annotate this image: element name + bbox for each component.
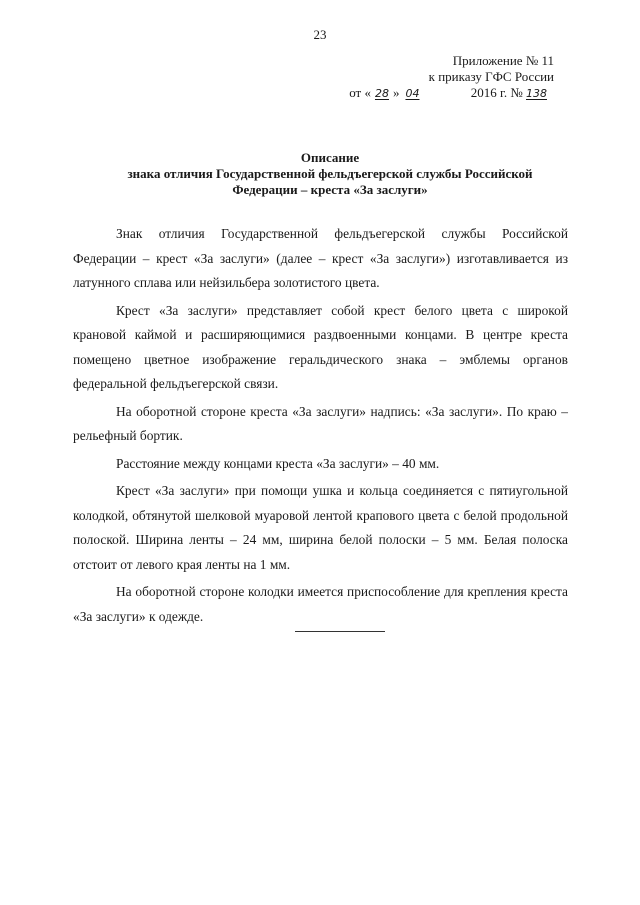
appendix-order: к приказу ГФС России [428,69,554,84]
page-number: 23 [313,27,327,42]
date-month: 04 [405,87,420,100]
date-mid: » [392,85,400,100]
date-day: 28 [374,87,389,100]
paragraph-material: Знак отличия Государственной фельдъегерской службы Российской Федерации – крест «За заслуги» (далее – крест «За заслуги») изготавливается из латунного сплава или нейзильбера золотистого цвета. [73,226,568,290]
heading-line-2: знака отличия Государственной фельдъегерской службы Российской [127,166,533,181]
order-number: 138 [526,87,547,100]
paragraph-appearance: Крест «За заслуги» представляет собой крест белого цвета с широкой крановой каймой и расширяющимися раздвоенными концами. В центре креста помещено цветное изображение геральдического знака – эмблемы органов федеральной фельдъегерской связи. [73,302,568,391]
date-year: 2016 г. № [470,85,523,100]
heading-line-3: Федерации – креста «За заслуги» [232,182,428,197]
paragraph-ribbon: Крест «За заслуги» при помощи ушка и кольца соединяется с пятиугольной колодкой, обтянутой шелковой муаровой лентой крапового цвета с белой продольной полоской. Ширина ленты – 24 мм, ширина белой полоски – 5 мм. Белая полоска отстоит от левого края ленты на 1 мм. [73,483,568,572]
paragraph-reverse-inscription: На оборотной стороне креста «За заслуги» надпись: «За заслуги». По краю – рельефный бортик. [73,403,568,443]
document-body [73,222,568,632]
paragraph-size: Расстояние между концами креста «За заслуги» – 40 мм. [116,455,440,471]
heading-line-1: Описание [300,150,360,165]
date-prefix: от « [349,85,371,100]
paragraph-fastening: На оборотной стороне колодки имеется приспособление для крепления креста «За заслуги» к одежде. [73,584,568,624]
appendix-title: Приложение № 11 [452,53,554,68]
appendix-date-line [349,85,554,102]
document-heading [90,150,570,198]
appendix-header [349,53,554,102]
closing-divider [295,631,385,632]
